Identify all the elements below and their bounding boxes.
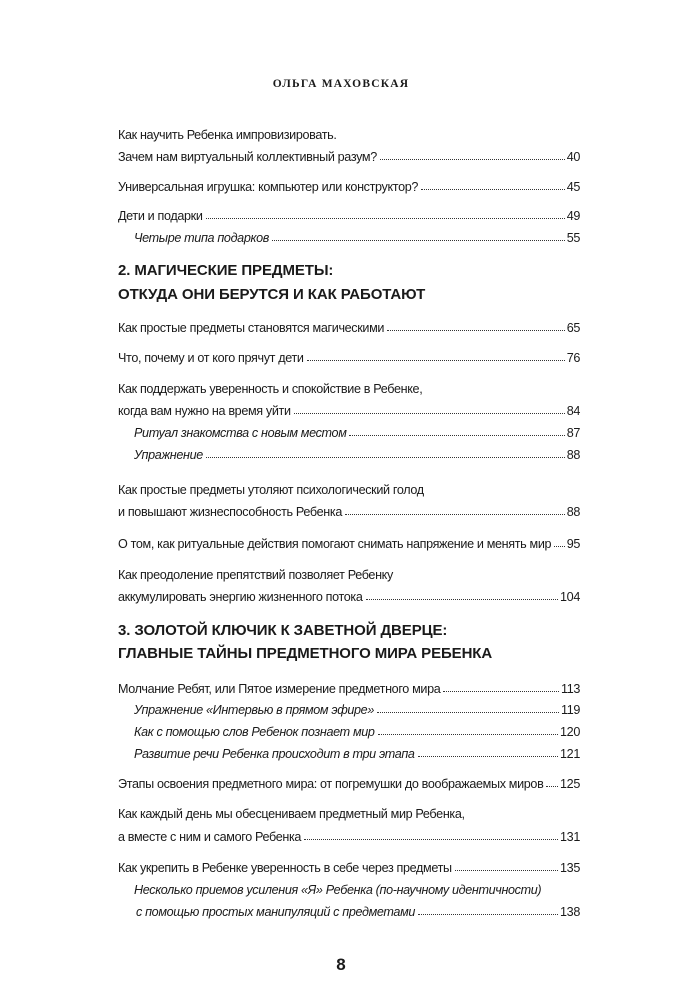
toc-entry <box>118 586 580 604</box>
entry-page-number: 131 <box>560 830 580 844</box>
dot-leader <box>455 870 558 871</box>
entry-title: Что, почему и от кого прячут дети <box>118 351 304 365</box>
entry-title: О том, как ритуальные действия помогают снимать напряжение и менять мир <box>118 537 552 551</box>
entry-page-number: 138 <box>560 905 580 919</box>
toc-subentry <box>136 901 580 919</box>
entry-title: Универсальная игрушка: компьютер или конструктор? <box>118 180 419 194</box>
entry-page-number: 76 <box>566 351 580 365</box>
entry-page-number: 135 <box>560 861 580 875</box>
section-heading: 3. ЗОЛОТОЙ КЛЮЧИК К ЗАВЕТНОЙ ДВЕРЦЕ: <box>118 622 448 639</box>
toc-entry <box>118 857 580 875</box>
entry-page-number: 88 <box>566 505 580 519</box>
dot-leader <box>206 457 565 458</box>
toc-entry <box>118 826 580 844</box>
entry-page-number: 95 <box>566 537 580 551</box>
dot-leader <box>377 712 559 713</box>
dot-leader <box>418 914 558 915</box>
toc-entry <box>118 317 580 335</box>
entry-page-number: 49 <box>566 209 580 223</box>
entry-title: Как укрепить в Ребенке уверенность в себе через предметы <box>118 861 452 875</box>
dot-leader <box>307 360 565 361</box>
dot-leader <box>366 599 559 600</box>
entry-page-number: 119 <box>560 703 580 717</box>
toc-entry <box>118 347 580 365</box>
entry-title: Развитие речи Ребенка происходит в три этапа <box>134 747 415 761</box>
entry-title: Как преодоление препятствий позволяет Ребенку <box>118 568 393 582</box>
dot-leader <box>387 330 565 331</box>
toc-entry <box>118 176 580 194</box>
entry-title: Как поддержать уверенность и спокойствие в Ребенке, <box>118 382 423 396</box>
dot-leader <box>272 240 565 241</box>
toc-entry <box>118 378 580 396</box>
running-head: ОЛЬГА МАХОВСКАЯ <box>272 78 410 90</box>
entry-page-number: 87 <box>566 426 580 440</box>
entry-page-number: 40 <box>566 150 580 164</box>
dot-leader <box>418 756 558 757</box>
section-heading: 2. МАГИЧЕСКИЕ ПРЕДМЕТЫ: <box>118 262 334 279</box>
toc-subentry <box>134 721 580 739</box>
dot-leader <box>206 218 565 219</box>
entry-title: Как каждый день мы обесцениваем предметный мир Ребенка, <box>118 807 465 821</box>
entry-title: и повышают жизнеспособность Ребенка <box>118 505 342 519</box>
toc-entry <box>118 803 580 821</box>
dot-leader <box>294 413 565 414</box>
entry-title: аккумулировать энергию жизненного потока <box>118 590 363 604</box>
entry-title: Как простые предметы утоляют психологический голод <box>118 483 424 497</box>
toc-entry <box>118 678 580 696</box>
dot-leader <box>349 435 564 436</box>
toc-entry <box>118 773 580 791</box>
section-heading: ОТКУДА ОНИ БЕРУТСЯ И КАК РАБОТАЮТ <box>118 286 426 303</box>
dot-leader <box>378 734 559 735</box>
entry-title: Зачем нам виртуальный коллективный разум? <box>118 150 377 164</box>
dot-leader <box>304 839 558 840</box>
entry-page-number: 84 <box>566 404 580 418</box>
dot-leader <box>554 546 565 547</box>
toc-subentry <box>134 422 580 440</box>
dot-leader <box>443 691 559 692</box>
toc-entry <box>118 124 580 142</box>
entry-title: когда вам нужно на время уйти <box>118 404 291 418</box>
entry-title: Дети и подарки <box>118 209 203 223</box>
dot-leader <box>380 159 565 160</box>
entry-title: Как научить Ребенка импровизировать. <box>118 128 337 142</box>
entry-page-number: 113 <box>560 682 580 696</box>
toc-entry <box>118 146 580 164</box>
entry-title: Упражнение <box>134 448 203 462</box>
entry-page-number: 120 <box>560 725 580 739</box>
dot-leader <box>421 189 565 190</box>
dot-leader <box>546 786 558 787</box>
toc-subentry <box>134 444 580 462</box>
toc-subentry <box>134 699 580 717</box>
entry-page-number: 104 <box>560 590 580 604</box>
entry-title: Молчание Ребят, или Пятое измерение предметного мира <box>118 682 441 696</box>
entry-page-number: 125 <box>560 777 580 791</box>
entry-title: Четыре типа подарков <box>134 231 269 245</box>
entry-title: с помощью простых манипуляций с предметами <box>136 905 416 919</box>
section-heading: ГЛАВНЫЕ ТАЙНЫ ПРЕДМЕТНОГО МИРА РЕБЕНКА <box>118 645 493 662</box>
toc-entry <box>118 205 580 223</box>
toc-entry <box>118 501 580 519</box>
page-number: 8 <box>336 955 346 974</box>
entry-page-number: 121 <box>560 747 580 761</box>
entry-title: Упражнение «Интервью в прямом эфире» <box>134 703 374 717</box>
entry-title: Несколько приемов усиления «Я» Ребенка (по-научному идентичности) <box>134 883 542 897</box>
entry-page-number: 65 <box>566 321 580 335</box>
dot-leader <box>345 514 565 515</box>
toc-entry <box>118 564 580 582</box>
entry-title: Как простые предметы становятся магическими <box>118 321 385 335</box>
entry-title: Ритуал знакомства с новым местом <box>134 426 347 440</box>
toc-entry <box>118 533 580 551</box>
toc-subentry <box>134 743 580 761</box>
toc-subentry <box>134 879 580 897</box>
entry-title: Как с помощью слов Ребенок познает мир <box>134 725 375 739</box>
entry-title: а вместе с ним и самого Ребенка <box>118 830 302 844</box>
entry-page-number: 88 <box>566 448 580 462</box>
entry-title: Этапы освоения предметного мира: от погремушки до воображаемых миров <box>118 777 544 791</box>
entry-page-number: 45 <box>566 180 580 194</box>
entry-page-number: 55 <box>566 231 580 245</box>
toc-entry <box>118 479 580 497</box>
toc-subentry <box>134 227 580 245</box>
toc-entry <box>118 400 580 418</box>
